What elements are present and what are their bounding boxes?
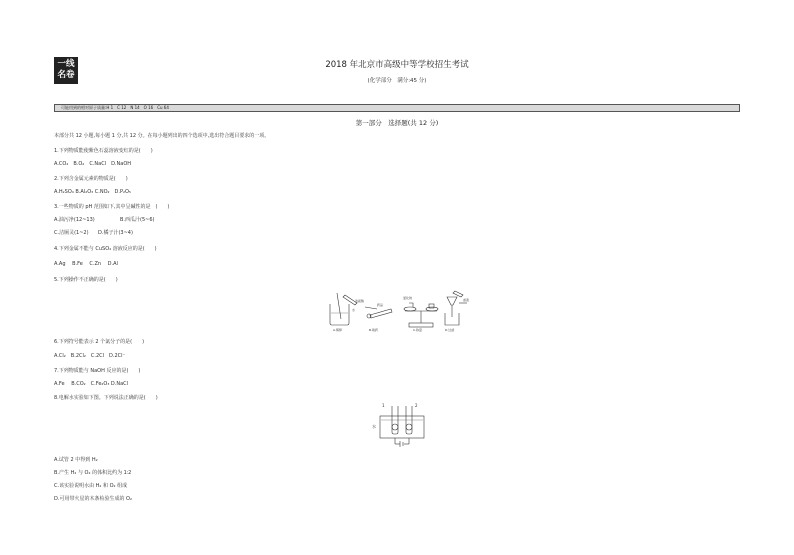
fig5-filtrate-label: 滤液 (463, 298, 470, 302)
q8-stem: 8.电解水实验如下图。下列说法正确的是( ) (54, 395, 158, 401)
exam-title: 2018 年北京市高级中等学校招生考试 (325, 60, 469, 70)
q8-option-b: B.产生 H₂ 与 O₂ 的体积比约为 1∶2 (54, 470, 132, 476)
fig5-water-label: 水 (352, 308, 356, 312)
fig8-label-1: 1 (382, 403, 385, 408)
q2-stem: 2.下列含金属元素的物质是( ) (54, 176, 128, 182)
q5-stem: 5.下列操作不正确的是( ) (54, 277, 118, 283)
q7-stem: 7.下列物质能与 NaOH 反应的是( ) (54, 368, 141, 374)
fig5-label-b: B.取药 (369, 328, 379, 332)
balance-icon (404, 303, 438, 327)
fig5-medicine-label: 药品 (377, 303, 384, 307)
q3-option-d: D.橘子汁(3~4) (98, 230, 133, 236)
q3-option-c: C.洁厕灵(1~2) (54, 230, 89, 236)
fig8-water-label: 水 (372, 424, 376, 429)
q6-stem: 6.下列符号能表示 2 个氯分子的是( ) (54, 339, 145, 345)
q8-electrolysis-figure (370, 402, 432, 450)
q4-options: A.Ag B.Fe C.Zn D.Al (54, 261, 118, 267)
fig8-label-2: 2 (415, 403, 418, 408)
q2-options: A.H₂SO₄ B.Al₂O₃ C.NO₂ D.P₂O₅ (54, 189, 131, 195)
q8-option-a: A.试管 2 中得到 H₂ (54, 457, 98, 463)
q7-options: A.Fe B.CO₂ C.Fe₂O₃ D.NaCl (54, 381, 129, 387)
exam-subtitle: (化学部分 满分:45 分) (367, 78, 427, 84)
q6-options: A.Cl₂ B.2Cl₂ C.2Cl D.2Cl⁻ (54, 353, 126, 359)
fig5-label-d: D.过滤 (445, 328, 455, 332)
q3-option-b: B.西瓜汁(5~6) (120, 217, 155, 223)
q8-option-d: D.可用带火星的木条检验生成的 O₂ (54, 496, 132, 502)
q3-stem: 3.一些物质的 pH 范围如下,其中呈碱性的是 ( ) (54, 204, 170, 210)
fig5-acid-label: 浓硫酸 (355, 299, 365, 303)
water-trough-icon (380, 416, 424, 438)
q1-stem: 1.下列物质能使紫色石蕊溶液变红的是( ) (54, 148, 153, 154)
section-title: 第一部分 选择题(共 12 分) (355, 119, 439, 127)
logo-line-1: 一线 (57, 59, 75, 69)
q4-stem: 4.下列金属不能与 CuSO₄ 溶液反应的是( ) (54, 246, 157, 252)
filtration-icon (445, 291, 470, 325)
q1-options: A.CO₂ B.O₂ C.NaCl D.NaOH (54, 161, 132, 167)
test-tube-icon (365, 307, 392, 318)
fig5-paper-label: 氯化钠 (403, 296, 413, 300)
atomic-mass-bar: 可能用到的相对原子质量:H 1 C 12 N 14 O 16 Cu 64 (54, 104, 740, 112)
q5-figure (325, 289, 475, 333)
q8-option-c: C.该实验说明水由 H₂ 和 O₂ 组成 (54, 483, 128, 489)
fig5-label-a: A.稀释 (333, 328, 342, 332)
fig5-label-c: C.称量 (413, 328, 423, 332)
q3-option-a: A.油污净(12~13) (54, 217, 95, 223)
logo-line-2: 名卷 (57, 70, 75, 80)
instructions: 本部分共 12 小题,每小题 1 分,共 12 分。在每小题列出的四个选项中,选出符合题目要求的一项。 (54, 133, 270, 139)
